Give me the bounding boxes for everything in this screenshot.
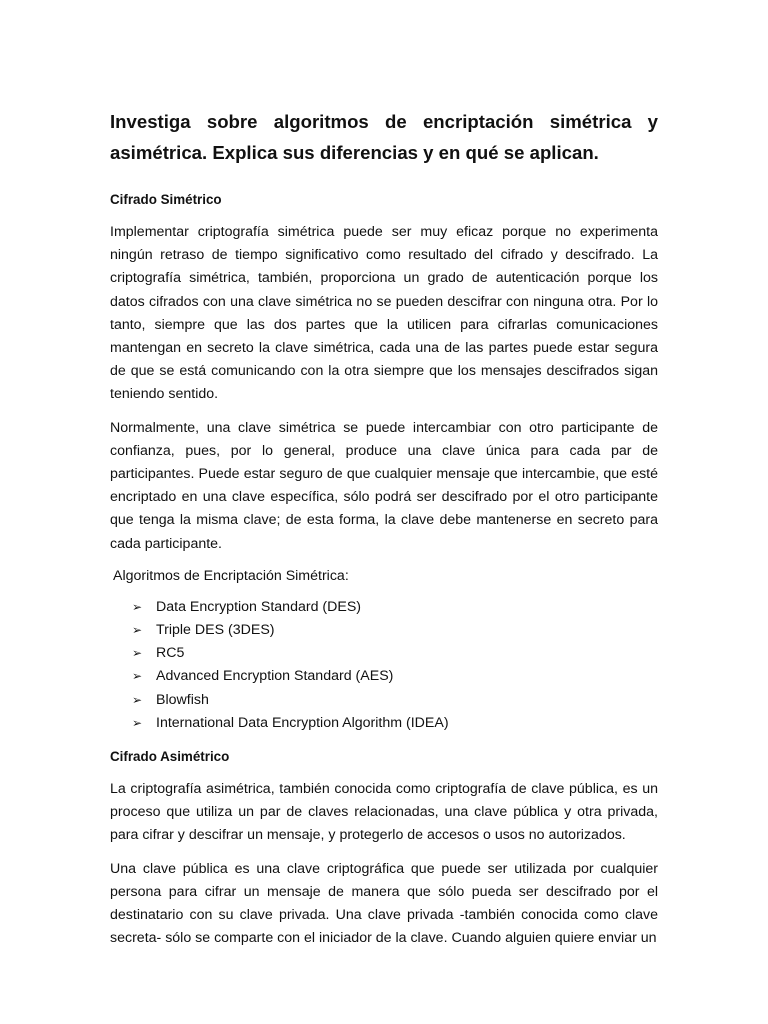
arrowhead-bullet-icon: ➢ [132,669,143,684]
list-item [110,642,658,665]
list-item-label: RC5 [156,645,185,662]
paragraph: Una clave pública es una clave criptográfica que puede ser utilizada por cualquier persona para cifrar un mensaje de manera que sólo pueda ser descifrado por el destinatario con su clave privada. Una clave privada -también conocida como clave secreta- sólo se comparte con el iniciador de la clave. Cuando alguien quiere enviar un [110,860,658,947]
list-item-label: International Data Encryption Algorithm (IDEA) [156,714,449,731]
list-item-label: Advanced Encryption Standard (AES) [156,668,394,685]
list-item [110,712,658,735]
list-item-label: Data Encryption Standard (DES) [156,598,362,615]
algorithms-list [110,596,658,735]
document-page [110,106,658,950]
arrowhead-bullet-icon: ➢ [132,646,143,661]
paragraph: Normalmente, una clave simétrica se puede intercambiar con otro participante de confianza, pues, por lo general, produce una clave única para cada par de participantes. Puede estar seguro de que cualquier mensaje que intercambie, que esté encriptado en una clave específica, sólo podrá ser descifrado por el otro participante que tenga la misma clave; de esta forma, la clave debe mantenerse en secreto para cada participante. [110,419,658,552]
section-heading-symmetric: Cifrado Simétrico [110,192,222,207]
list-item-label: Blowfish [156,691,209,708]
arrowhead-bullet-icon: ➢ [132,715,143,730]
list-item-label: Triple DES (3DES) [156,622,275,639]
arrowhead-bullet-icon: ➢ [132,623,143,638]
arrowhead-bullet-icon: ➢ [132,599,143,614]
list-item [110,689,658,712]
section-heading-asymmetric: Cifrado Asimétrico [110,749,230,765]
arrowhead-bullet-icon: ➢ [132,692,143,707]
paragraph: La criptografía asimétrica, también conocida como criptografía de clave pública, es un proceso que utiliza un par de claves relacionadas, una clave pública y otra privada, para cifrar y descifrar un mensaje, y protegerlo de accesos o usos no autorizados. [110,781,658,844]
list-item [110,665,658,688]
document-title: Investiga sobre algoritmos de encriptación simétrica y asimétrica. Explica sus diferencias y en qué se aplican. [110,111,658,163]
list-item [110,596,658,619]
algorithms-heading: Algoritmos de Encriptación Simétrica: [113,567,349,584]
list-item [110,619,658,642]
paragraph: Implementar criptografía simétrica puede ser muy eficaz porque no experimenta ningún retraso de tiempo significativo como resultado del cifrado y descifrado. La criptografía simétrica, también, proporciona un grado de autenticación porque los datos cifrados con una clave simétrica no se pueden descifrar con ninguna otra. Por lo tanto, siempre que las dos partes que la utilicen para cifrarlas comunicaciones mantengan en secreto la clave simétrica, cada una de las partes puede estar segura de que se está comunicando con la otra siempre que los mensajes descifrados sigan teniendo sentido. [110,224,658,403]
